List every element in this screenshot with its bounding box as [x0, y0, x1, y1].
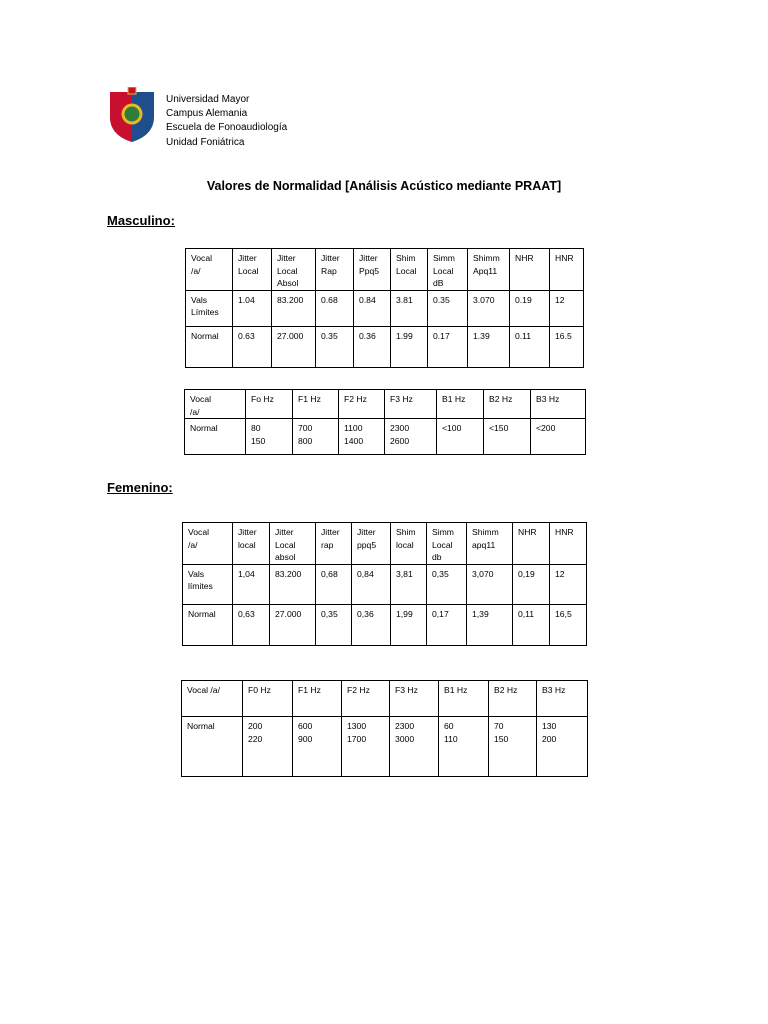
table-cell: 70 150 — [489, 717, 537, 777]
table-header-row — [185, 390, 586, 419]
table-header-cell: Shim local — [391, 523, 427, 565]
masculino-voice-table — [185, 248, 584, 368]
table-header-cell: F2 Hz — [339, 390, 385, 419]
table-cell: Vals Límites — [186, 290, 233, 326]
table-header-cell: Shimm Apq11 — [468, 249, 510, 291]
table-cell: <200 — [531, 419, 586, 455]
table-header-cell: F2 Hz — [342, 681, 390, 717]
table-cell: 1.99 — [391, 326, 428, 367]
table-cell: 80 150 — [246, 419, 293, 455]
table-cell: 12 — [550, 564, 587, 604]
table-row — [186, 290, 584, 326]
table-header-cell: Jitter Local — [233, 249, 272, 291]
table-header-cell: Jitter Local Absol — [272, 249, 316, 291]
institution-line: Campus Alemania — [166, 108, 248, 120]
table-cell: 0.36 — [354, 326, 391, 367]
table-cell: 1,99 — [391, 604, 427, 645]
table-cell: 0,84 — [352, 564, 391, 604]
table-row — [185, 419, 586, 455]
table-cell: 83.200 — [270, 564, 316, 604]
table-cell: 12 — [550, 290, 584, 326]
institution-line: Escuela de Fonoaudiología — [166, 122, 288, 134]
section-masculino: Masculino: — [107, 213, 175, 228]
table-cell: 27.000 — [270, 604, 316, 645]
table-cell: <150 — [484, 419, 531, 455]
table-cell: 0.68 — [316, 290, 354, 326]
femenino-formant-table — [181, 680, 588, 777]
table-cell: 0,36 — [352, 604, 391, 645]
table-cell: 3.81 — [391, 290, 428, 326]
table-cell: 700 800 — [293, 419, 339, 455]
document-title: Valores de Normalidad [Análisis Acústico mediante PRAAT] — [206, 179, 562, 193]
table-cell: 1,04 — [233, 564, 270, 604]
table-cell: 0,63 — [233, 604, 270, 645]
table-cell: Normal — [185, 419, 246, 455]
table-header-row — [182, 681, 588, 717]
table-header-cell: Simm Local dB — [428, 249, 468, 291]
table-header-cell: F1 Hz — [293, 390, 339, 419]
table-cell: 83.200 — [272, 290, 316, 326]
table-cell: 3,070 — [467, 564, 513, 604]
table-cell: 2300 3000 — [390, 717, 439, 777]
table-header-cell: B1 Hz — [437, 390, 484, 419]
table-cell: 1.04 — [233, 290, 272, 326]
table-cell: 60 110 — [439, 717, 489, 777]
section-femenino: Femenino: — [107, 480, 173, 495]
table-cell: 3,81 — [391, 564, 427, 604]
table-row — [186, 326, 584, 367]
table-cell: 27.000 — [272, 326, 316, 367]
institution-line: Universidad Mayor — [166, 94, 250, 105]
table-cell: 0.11 — [510, 326, 550, 367]
table-header-cell: B3 Hz — [531, 390, 586, 419]
table-cell: 600 900 — [293, 717, 342, 777]
table-cell: 1300 1700 — [342, 717, 390, 777]
table-cell: 16.5 — [550, 326, 584, 367]
table-cell: 0.17 — [428, 326, 468, 367]
table-cell: 0.35 — [316, 326, 354, 367]
institution-line: Unidad Foniátrica — [166, 136, 245, 148]
table-cell: 0,35 — [427, 564, 467, 604]
table-header-row — [186, 249, 584, 291]
table-cell: 0.19 — [510, 290, 550, 326]
table-cell: 0,11 — [513, 604, 550, 645]
table-header-cell: Jitter local — [233, 523, 270, 565]
table-header-cell: Jitter Ppq5 — [354, 249, 391, 291]
table-cell: 0.84 — [354, 290, 391, 326]
table-header-cell: Jitter Rap — [316, 249, 354, 291]
table-cell: 130 200 — [537, 717, 588, 777]
table-cell: 0,68 — [316, 564, 352, 604]
table-row — [183, 564, 587, 604]
institution-block — [166, 93, 287, 150]
table-cell: 3.070 — [468, 290, 510, 326]
table-header-cell: Jitter ppq5 — [352, 523, 391, 565]
table-header-cell: B3 Hz — [537, 681, 588, 717]
table-header-cell: F3 Hz — [385, 390, 437, 419]
table-cell: 0,35 — [316, 604, 352, 645]
table-header-cell: Vocal /a/ — [182, 681, 243, 717]
table-header-cell: HNR — [550, 249, 584, 291]
table-header-cell: Jitter rap — [316, 523, 352, 565]
table-header-cell: B2 Hz — [484, 390, 531, 419]
table-header-cell: Vocal /a/ — [186, 249, 233, 291]
table-cell: 2300 2600 — [385, 419, 437, 455]
table-cell: 1,39 — [467, 604, 513, 645]
table-cell: 0.63 — [233, 326, 272, 367]
table-cell: Vals límites — [183, 564, 233, 604]
table-header-cell: Fo Hz — [246, 390, 293, 419]
table-cell: 0,17 — [427, 604, 467, 645]
table-header-cell: B1 Hz — [439, 681, 489, 717]
table-row — [182, 717, 588, 777]
table-cell: Normal — [182, 717, 243, 777]
table-header-cell: F0 Hz — [243, 681, 293, 717]
table-header-cell: HNR — [550, 523, 587, 565]
table-header-cell: NHR — [513, 523, 550, 565]
table-cell: 200 220 — [243, 717, 293, 777]
table-cell: Normal — [183, 604, 233, 645]
table-cell: 0.35 — [428, 290, 468, 326]
table-header-cell: NHR — [510, 249, 550, 291]
table-row — [183, 604, 587, 645]
table-header-cell: Vocal /a/ — [183, 523, 233, 565]
table-cell: Normal — [186, 326, 233, 367]
table-header-cell: Shim Local — [391, 249, 428, 291]
table-header-cell: F1 Hz — [293, 681, 342, 717]
university-logo-icon — [109, 87, 155, 143]
femenino-voice-table — [182, 522, 587, 646]
table-header-cell: Vocal /a/ — [185, 390, 246, 419]
table-cell: 16,5 — [550, 604, 587, 645]
table-header-cell: F3 Hz — [390, 681, 439, 717]
table-header-cell: Shimm apq11 — [467, 523, 513, 565]
table-header-cell: Simm Local db — [427, 523, 467, 565]
table-cell: 0,19 — [513, 564, 550, 604]
table-header-cell: Jitter Local absol — [270, 523, 316, 565]
table-cell: 1.39 — [468, 326, 510, 367]
table-header-cell: B2 Hz — [489, 681, 537, 717]
table-cell: 1100 1400 — [339, 419, 385, 455]
table-header-row — [183, 523, 587, 565]
masculino-formant-table — [184, 389, 586, 455]
table-cell: <100 — [437, 419, 484, 455]
